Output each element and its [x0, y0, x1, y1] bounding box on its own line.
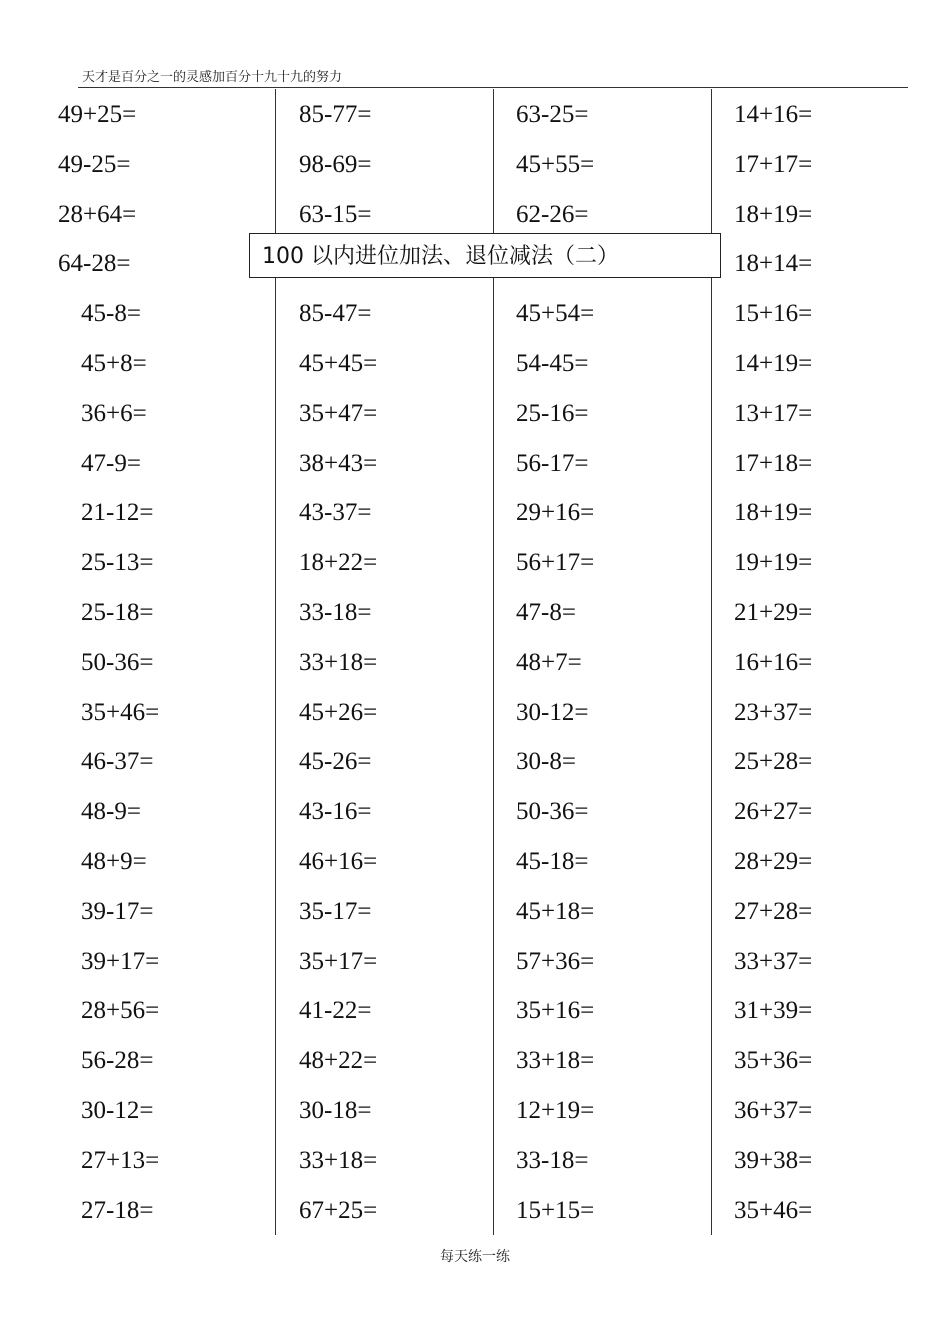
problem-item: 36+37=: [734, 1097, 813, 1124]
problem-item: 56-17=: [516, 449, 589, 477]
problem-item: 25-18=: [81, 599, 154, 626]
problem-item: 50-36=: [516, 798, 589, 826]
problem-item: 48+9=: [81, 848, 147, 875]
problem-item: 18+19=: [734, 499, 813, 527]
problem-item: 35+46=: [734, 1196, 813, 1224]
problem-item: 27+13=: [81, 1146, 160, 1174]
problem-item: 28+29=: [734, 848, 813, 875]
problem-item: 67+25=: [299, 1196, 378, 1224]
problem-item: 45+8=: [81, 350, 147, 377]
problem-item: 45+45=: [299, 350, 378, 377]
problem-item: 30-18=: [299, 1097, 372, 1124]
problem-item: 33+18=: [299, 648, 378, 676]
problem-item: 33-18=: [299, 599, 372, 626]
problem-item: 15+16=: [734, 300, 813, 328]
problem-item: 31+39=: [734, 997, 813, 1025]
problem-item: 48+22=: [299, 1047, 378, 1075]
problem-item: 18+22=: [299, 549, 378, 577]
problem-item: 56-28=: [81, 1047, 154, 1075]
problem-item: 35+47=: [299, 399, 378, 427]
problem-item: 39-17=: [81, 897, 154, 925]
worksheet-title: 100 以内进位加法、退位减法（二）: [249, 233, 721, 278]
problem-item: 45-26=: [299, 748, 372, 776]
problem-item: 35+36=: [734, 1047, 813, 1075]
problem-item: 35+17=: [299, 947, 378, 975]
problem-item: 45+55=: [516, 150, 595, 178]
problem-item: 25-16=: [516, 399, 589, 427]
problem-column-4: [711, 89, 932, 1235]
problem-item: 18+19=: [734, 200, 813, 228]
problem-item: 30-12=: [516, 698, 589, 726]
problem-item: 62-26=: [516, 200, 589, 228]
problem-item: 29+16=: [516, 499, 595, 527]
problem-item: 27+28=: [734, 897, 813, 925]
problem-item: 30-12=: [81, 1097, 154, 1124]
problem-item: 28+56=: [81, 997, 160, 1025]
problem-item: 39+17=: [81, 947, 160, 975]
problem-item: 13+17=: [734, 399, 813, 427]
problem-item: 85-77=: [299, 101, 372, 128]
problem-item: 45-8=: [81, 300, 141, 328]
problem-item: 25+28=: [734, 748, 813, 776]
problem-item: 33-18=: [516, 1146, 589, 1174]
problem-item: 49-25=: [58, 150, 131, 178]
problem-column-1: [0, 89, 275, 1235]
problem-item: 47-8=: [516, 599, 576, 626]
problem-item: 45+26=: [299, 698, 378, 726]
problem-item: 45+54=: [516, 300, 595, 328]
problem-item: 41-22=: [299, 997, 372, 1025]
problem-item: 48+7=: [516, 648, 582, 676]
problem-item: 45-18=: [516, 848, 589, 875]
problem-item: 35+16=: [516, 997, 595, 1025]
problem-item: 30-8=: [516, 748, 576, 776]
problem-item: 54-45=: [516, 350, 589, 377]
problem-item: 57+36=: [516, 947, 595, 975]
problem-item: 63-15=: [299, 200, 372, 228]
header-rule: [78, 87, 908, 88]
problem-item: 16+16=: [734, 648, 813, 676]
problem-item: 85-47=: [299, 300, 372, 328]
problem-item: 33+18=: [299, 1146, 378, 1174]
footer-text: 每天练一练: [440, 1250, 510, 1265]
problem-item: 25-13=: [81, 549, 154, 577]
problem-item: 35-17=: [299, 897, 372, 925]
problem-item: 49+25=: [58, 101, 137, 128]
problem-item: 48-9=: [81, 798, 141, 826]
problem-item: 36+6=: [81, 399, 147, 427]
problem-item: 45+18=: [516, 897, 595, 925]
problem-item: 21-12=: [81, 499, 154, 527]
problem-item: 17+17=: [734, 150, 813, 178]
problem-item: 28+64=: [58, 200, 137, 228]
problem-item: 21+29=: [734, 599, 813, 626]
problem-item: 15+15=: [516, 1196, 595, 1224]
problem-item: 47-9=: [81, 449, 141, 477]
problem-item: 14+16=: [734, 101, 813, 128]
problem-item: 14+19=: [734, 350, 813, 377]
problem-item: 18+14=: [734, 250, 813, 278]
header-motto: 天才是百分之一的灵感加百分十九十九的努力: [82, 69, 343, 84]
problem-item: 50-36=: [81, 648, 154, 676]
problem-item: 26+27=: [734, 798, 813, 826]
problem-item: 35+46=: [81, 698, 160, 726]
problem-item: 56+17=: [516, 549, 595, 577]
problem-item: 33+37=: [734, 947, 813, 975]
problem-item: 39+38=: [734, 1146, 813, 1174]
problem-item: 63-25=: [516, 101, 589, 128]
problem-item: 23+37=: [734, 698, 813, 726]
problem-item: 46+16=: [299, 848, 378, 875]
problem-item: 38+43=: [299, 449, 378, 477]
problem-item: 33+18=: [516, 1047, 595, 1075]
problem-item: 43-16=: [299, 798, 372, 826]
problem-item: 17+18=: [734, 449, 813, 477]
problem-item: 19+19=: [734, 549, 813, 577]
problem-item: 12+19=: [516, 1097, 595, 1124]
problem-item: 43-37=: [299, 499, 372, 527]
problem-item: 64-28=: [58, 250, 131, 278]
problem-item: 27-18=: [81, 1196, 154, 1224]
problem-item: 46-37=: [81, 748, 154, 776]
problem-item: 98-69=: [299, 150, 372, 178]
